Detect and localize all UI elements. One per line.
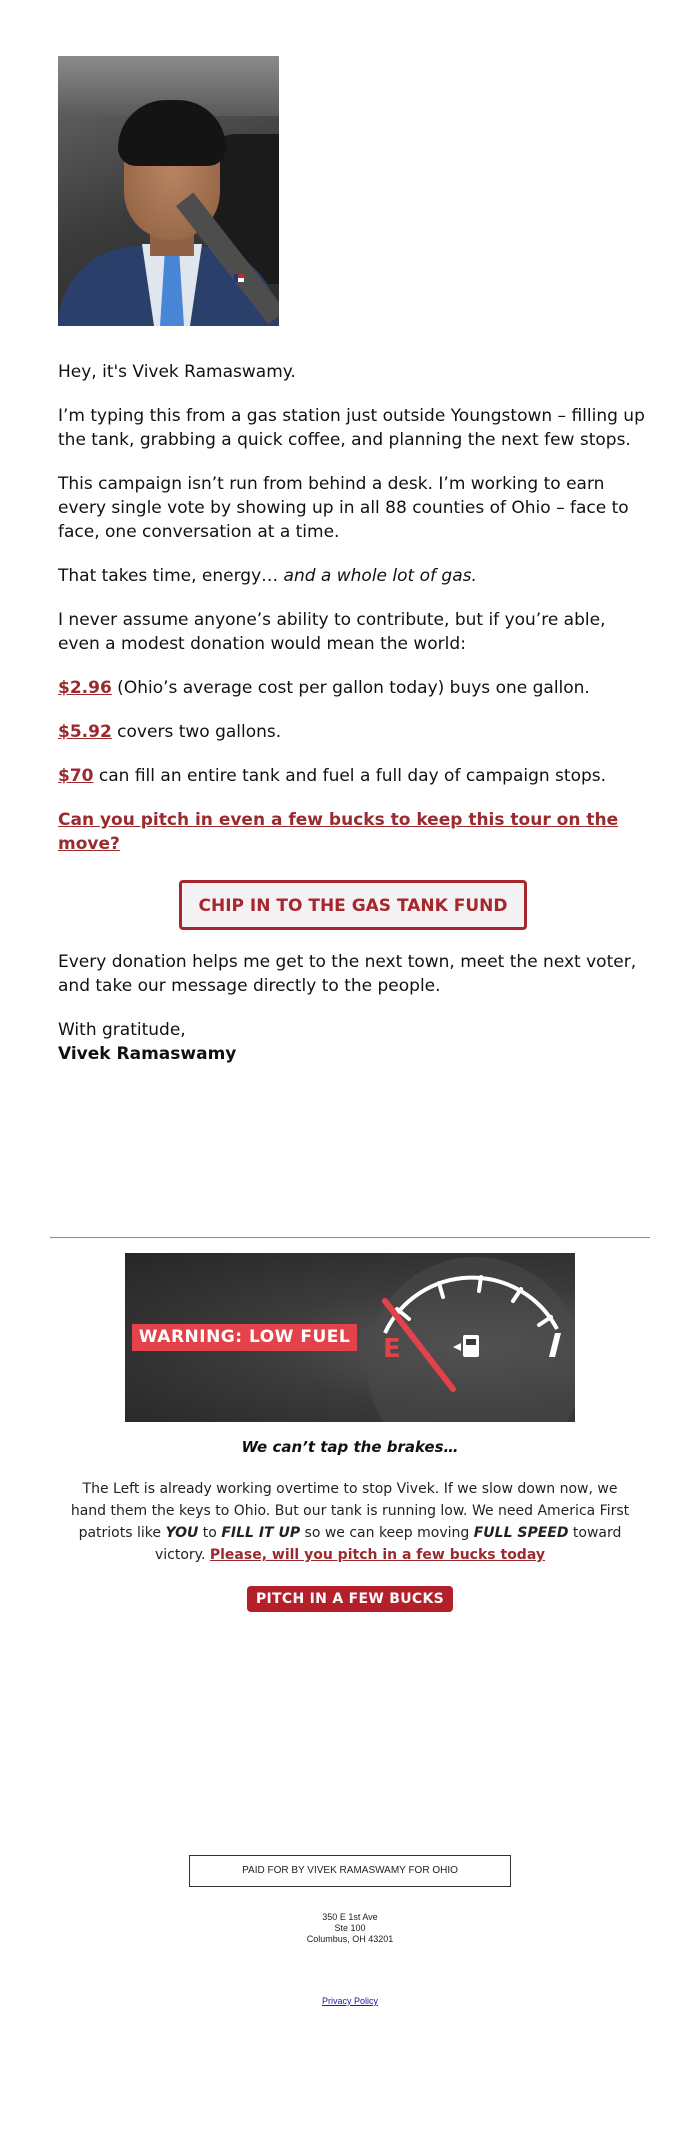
gauge-empty-label: E	[383, 1334, 401, 1364]
low-fuel-banner[interactable]	[125, 1253, 575, 1422]
appeal-text-2: to	[198, 1525, 222, 1541]
paragraph-next-town: Every donation helps me get to the next town, meet the next voter, and take our message directly to the people.	[58, 952, 637, 996]
paragraph-donation: I never assume anyone’s ability to contribute, but if you’re able, even a modest donation would mean the world:	[58, 610, 606, 654]
tagline: We can’t tap the brakes…	[241, 1438, 459, 1456]
privacy-policy-link[interactable]: Privacy Policy	[321, 1996, 378, 2006]
amount-text-3: can fill an entire tank and fuel a full day of campaign stops.	[93, 766, 607, 786]
candidate-photo	[58, 56, 279, 326]
cta-wrap	[58, 880, 648, 930]
fuel-gauge-icon	[361, 1253, 575, 1422]
amount-link-3[interactable]: $70	[58, 766, 94, 786]
paragraph-gas-station: I’m typing this from a gas station just outside Youngstown – filling up the tank, grabbing a quick coffee, and planning the next few stops.	[58, 406, 645, 450]
address-line-2: Ste 100	[334, 1923, 366, 1933]
paragraph-gas-italic: and a whole lot of gas.	[278, 566, 477, 586]
address-line-3: Columbus, OH 43201	[306, 1934, 394, 1944]
appeal-speed: FULL SPEED	[473, 1525, 569, 1541]
section-divider	[50, 1237, 650, 1238]
appeal-you: YOU	[165, 1525, 199, 1541]
amount-text-2: covers two gallons.	[111, 722, 282, 742]
closing	[58, 1018, 648, 1066]
pitch-in-today-link[interactable]: Please, will you pitch in a few bucks today	[209, 1547, 545, 1563]
paragraph-gas-plain: That takes time, energy…	[58, 566, 279, 586]
amount-link-2[interactable]: $5.92	[58, 722, 112, 742]
paid-for-disclaimer: PAID FOR BY VIVEK RAMASWAMY FOR OHIO	[189, 1855, 511, 1887]
address-line-1: 350 E 1st Ave	[322, 1912, 378, 1922]
appeal-fill: FILL IT UP	[221, 1525, 301, 1541]
pitch-in-button[interactable]: PITCH IN A FEW BUCKS	[247, 1586, 453, 1612]
appeal-text-4: toward victory.	[155, 1525, 622, 1563]
amount-line-2	[58, 720, 648, 744]
gas-tank-fund-button[interactable]: CHIP IN TO THE GAS TANK FUND	[179, 880, 527, 930]
low-fuel-warning: WARNING: LOW FUEL	[132, 1324, 357, 1351]
closing-text: With gratitude,	[58, 1020, 186, 1040]
signature: Vivek Ramaswamy	[58, 1044, 237, 1064]
appeal-text-3: so we can keep moving	[300, 1525, 474, 1541]
amount-text-1: (Ohio’s average cost per gallon today) buys one gallon.	[111, 678, 590, 698]
pitch-in-link[interactable]: Can you pitch in even a few bucks to keep this tour on the move?	[58, 810, 619, 854]
appeal-text-1: The Left is already working overtime to stop Vivek. If we slow down now, we hand them the keys to Ohio. But our tank is running low. We need America First patriots like	[70, 1481, 630, 1541]
paragraph-gas	[58, 564, 648, 588]
amount-line-3	[58, 764, 648, 788]
email-letter	[58, 56, 648, 1066]
paragraph-campaign: This campaign isn’t run from behind a desk. I’m working to earn every single vote by showing up in all 88 counties of Ohio – face to face, one conversation at a time.	[58, 474, 629, 542]
mailing-address	[50, 1912, 650, 1945]
amount-line-1	[58, 676, 648, 700]
amount-link-1[interactable]: $2.96	[58, 678, 112, 698]
greeting: Hey, it's Vivek Ramaswamy.	[58, 362, 296, 382]
appeal-paragraph	[64, 1478, 636, 1566]
